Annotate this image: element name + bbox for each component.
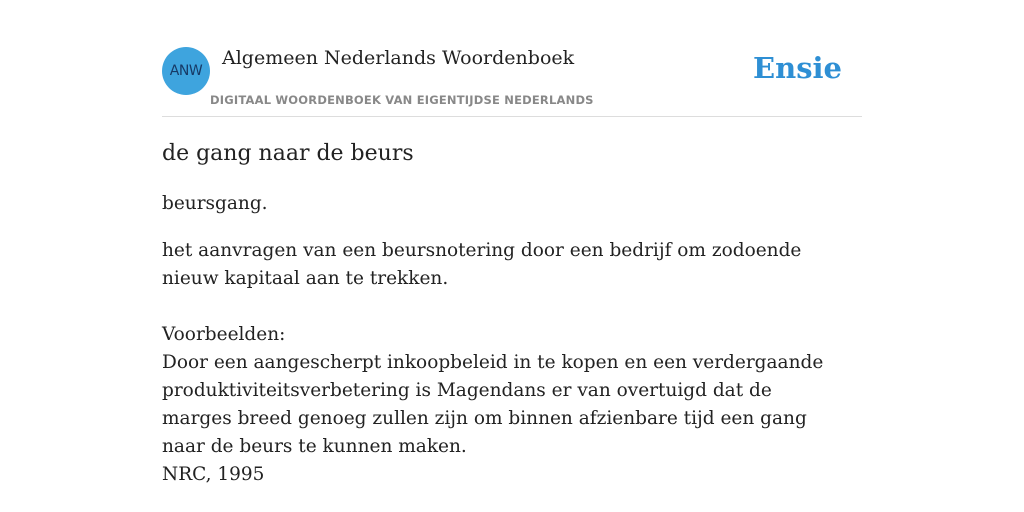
entry-content — [162, 138, 842, 489]
ensie-brand-logo[interactable]: Ensie — [753, 51, 842, 85]
entry-synonym: beursgang. — [162, 193, 268, 214]
example-text: Door een aangescherpt inkoopbeleid in te kopen en een verdergaande produktiviteitsverbetering is Magendans er van overtuigd dat de marges breed genoeg zullen zijn om binnen afzienbare tijd een gang naar de beurs te kunnen maken. — [162, 352, 824, 457]
site-header — [162, 46, 862, 117]
examples-label: Voorbeelden: — [162, 324, 286, 345]
logo-text: ANW — [169, 63, 203, 79]
site-title[interactable]: Algemeen Nederlands Woordenboek — [222, 47, 575, 69]
site-subtitle: DIGITAAL WOORDENBOEK VAN EIGENTIJDSE NEDERLANDS — [210, 93, 594, 107]
anw-logo[interactable] — [162, 47, 210, 95]
entry-term: de gang naar de beurs — [162, 141, 414, 166]
spacer — [162, 293, 842, 321]
entry-definition — [162, 237, 842, 489]
example-source: NRC, 1995 — [162, 464, 265, 485]
definition-text: het aanvragen van een beursnotering door een bedrijf om zodoende nieuw kapitaal aan te trekken. — [162, 240, 802, 289]
